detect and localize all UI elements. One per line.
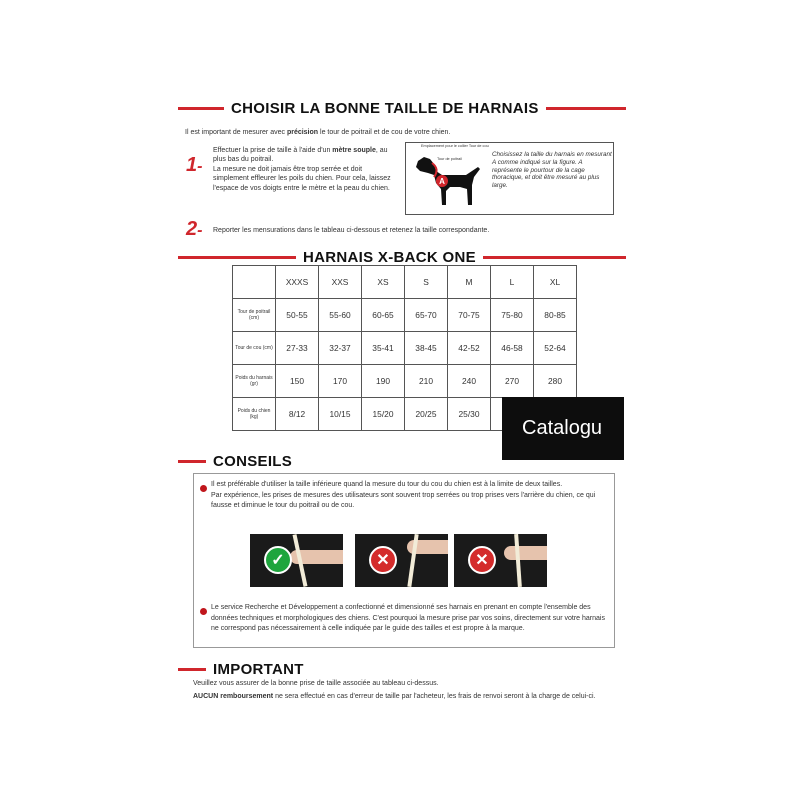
caption-collar: Emplacement pour le collier Tour de cou [421,144,489,148]
dog-figure-description: Choisissez la taille du harnais en mesurant A comme indiqué sur la figure. A représente le pourtour de la cage thoracique, et doit être mesuré au plus large. [492,151,612,190]
size-header-cell: S [405,266,448,299]
page-title: CHOISIR LA BONNE TAILLE DE HARNAIS [231,99,539,117]
step-2-digit: 2 [186,218,198,240]
table-cell: 280 [534,365,577,398]
photo-correct [250,534,343,587]
catalog-button[interactable]: Catalogu [502,397,624,460]
step-1-line1-bold: mètre souple [332,147,376,154]
conseils-box [193,473,615,648]
step-1-line1-before: Effectuer la prise de taille à l'aide d'un [213,147,333,154]
size-header-row [233,266,577,299]
table-cell: 170 [319,365,362,398]
size-header-cell: L [491,266,534,299]
table-cell: 35-41 [362,332,405,365]
important-rule [178,668,206,671]
caption-chest: Tour de poitrail [437,157,462,161]
important-line2-after: ne sera effectué en cas d'erreur de taille par l'acheteur, les frais de renvoi seront à la charge de celui-ci. [273,693,596,700]
intro-before: Il est important de mesurer avec [185,129,287,136]
step-1-number: 1- [186,154,203,176]
row-label: Poids du harnais (gr) [233,365,276,398]
table-cell: 60-65 [362,299,405,332]
photo-wrong-2 [454,534,547,587]
table-row [233,299,577,332]
table-cell: 65-70 [405,299,448,332]
table-cell: 270 [491,365,534,398]
tip-2-bullet [200,608,207,615]
size-header-cell: M [448,266,491,299]
tape [514,534,522,587]
table-title-rule-left [178,256,296,259]
table-cell: 46-58 [491,332,534,365]
table-cell: 15/20 [362,398,405,431]
tip-1-text [211,480,613,512]
tip-1-line2: Par expérience, les prises de mesures des utilisateurs sont souvent trop serrées ou trop prises vers l'arrière du chien, ce qui fausse et diminue le tour du poitrail ou de cou. [211,491,596,510]
table-cell: 27-33 [276,332,319,365]
table-cell: 210 [405,365,448,398]
step-2 [178,220,626,242]
conseils-title-row [178,448,626,474]
table-cell: 150 [276,365,319,398]
table-cell: 32-37 [319,332,362,365]
table-row [233,365,577,398]
table-cell: 190 [362,365,405,398]
table-row [233,332,577,365]
table-cell: 240 [448,365,491,398]
step-1-digit: 1 [186,154,198,176]
step-1 [178,142,626,220]
title-rule-left [178,107,224,110]
important-bold: AUCUN remboursement [193,693,274,700]
dog-measure-figure [405,142,614,215]
title-rule-right [546,107,626,110]
table-cell: 38-45 [405,332,448,365]
table-corner [233,266,276,299]
photo-wrong-1 [355,534,448,587]
step-1-line2: La mesure ne doit jamais être trop serrée et doit simplement effleurer les poils du chien. Pour cela, laissez l'espace de vos doigts entre le mètre et la peau du chien. [213,165,391,192]
important-title: IMPORTANT [213,660,304,678]
size-header-cell: XS [362,266,405,299]
table-cell: 25/30 [448,398,491,431]
intro-after: le tour de poitrail et de cou de votre chien. [318,129,451,136]
step-2-number: 2- [186,218,203,240]
wrong-cross-icon: ✕ [369,546,397,574]
table-cell: 50-55 [276,299,319,332]
tip-1-bullet [200,485,207,492]
conseils-rule [178,460,206,463]
hand [504,546,547,560]
table-cell: 20/25 [405,398,448,431]
step-1-line1-after: , au plus bas du poitrail. [213,147,388,164]
tip-1-line1: Il est préférable d'utiliser la taille inférieure quand la mesure du tour du cou du chien est à la limite de deux tailles. [211,481,563,488]
table-cell: 42-52 [448,332,491,365]
table-cell: 52-64 [534,332,577,365]
main-title-row [178,95,626,121]
table-cell: 75-80 [491,299,534,332]
size-header-cell: XL [534,266,577,299]
step-2-text: Reporter les mensurations dans le tableau ci-dessous et retenez la taille correspondante. [213,227,490,234]
size-header-cell: XXXS [276,266,319,299]
correct-check-icon: ✓ [264,546,292,574]
wrong-cross-icon: ✕ [468,546,496,574]
size-guide-sheet [178,95,626,420]
step-1-text [213,146,395,193]
tip-2-text: Le service Recherche et Développement a confectionné et dimensionné ses harnais en prenant en compte l'ensemble des données techniques et morphologiques des chiens. C'est pourquoi la mesure prise par vos soins, directement sur votre harnais ne correspond pas nécessairement à celle indiquée par le guide des tailles et est propre à la marque. [211,604,605,633]
size-header-cell: XXS [319,266,362,299]
row-label: Poids du chien (kg) [233,398,276,431]
intro-bold: précision [286,129,319,136]
table-cell: 70-75 [448,299,491,332]
intro-text [185,129,626,136]
important-line1: Veuillez vous assurer de la bonne prise de taille associée au tableau ci-dessus. [193,680,439,687]
table-title: HARNAIS X-BACK ONE [303,248,476,266]
important-line2 [193,692,623,702]
table-title-rule-right [483,256,626,259]
conseils-title: CONSEILS [213,452,293,470]
row-label: Tour de poitrail (cm) [233,299,276,332]
table-cell: 80-85 [534,299,577,332]
table-cell: 8/12 [276,398,319,431]
table-cell: 10/15 [319,398,362,431]
marker-a: A [439,177,445,186]
table-cell: 55-60 [319,299,362,332]
row-label: Tour de cou (cm) [233,332,276,365]
